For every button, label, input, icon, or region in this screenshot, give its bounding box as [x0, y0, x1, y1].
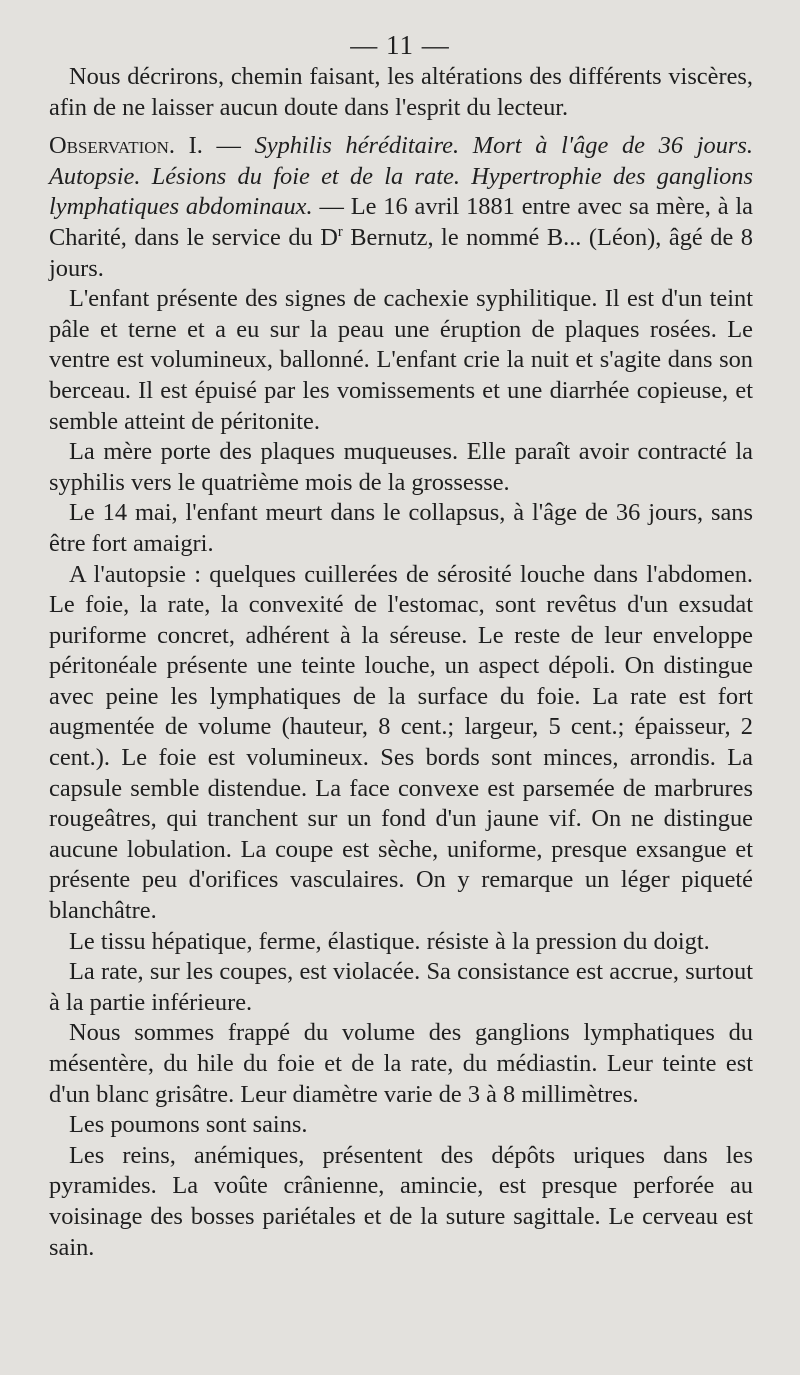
paragraph-rate: La rate, sur les coupes, est violacée. Sa consistance est accrue, surtout à la partie inférieure. [49, 958, 753, 1016]
intro-paragraph: Nous décrirons, chemin faisant, les altérations des différents viscères, afin de ne laisser aucun doute dans l'esprit du lecteur. [49, 63, 753, 121]
page-number: — 11 — [350, 30, 450, 60]
observation-text-end: Bernutz, le nommé B... (Léon), âgé de 8 jours. [49, 223, 753, 282]
paragraph-deces: Le 14 mai, l'enfant meurt dans le collapsus, à l'âge de 36 jours, sans être fort amaigri. [49, 499, 753, 557]
observation-paragraph [49, 131, 753, 284]
paragraph-mere: La mère porte des plaques muqueuses. Elle paraît avoir contracté la syphilis vers le quatrième mois de la grossesse. [49, 438, 753, 496]
doctor-abbrev-sup: r [337, 223, 343, 240]
observation-title: Syphilis héréditaire. Mort à l'âge de 36 jours. Autopsie. Lésions du foie et de la rate. Hypertrophie des ganglions lymphatiques abdominaux. [49, 132, 753, 221]
paragraph-autopsie: A l'autopsie : quelques cuillerées de sérosité louche dans l'abdomen. Le foie, la rate, la convexité de l'estomac, sont revêtus d'un exsudat puriforme concret, adhérent à la séreuse. Le reste de leur enveloppe péritonéale présente une teinte louche, un aspect dépoli. On distingue avec peine les lymphatiques de la surface du foie. La rate est fort augmentée de volume (hauteur, 8 cent.; largeur, 5 cent.; épaisseur, 2 cent.). Le foie est volumineux. Ses bords sont minces, arrondis. La capsule semble distendue. La face convexe est parsemée de marbrures rougeâtres, qui tranchent sur un fond d'un jaune vif. On ne distingue aucune lobulation. La coupe est sèche, uniforme, presque exsangue et présente peu d'orifices vasculaires. On y remarque un léger piqueté blanchâtre. [49, 560, 753, 925]
body-text [49, 62, 753, 1263]
observation-dash: — [202, 132, 255, 160]
paragraph-ganglions: Nous sommes frappé du volume des ganglions lymphatiques du mésentère, du hile du foie et de la rate, du médiastin. Leur teinte est d'un blanc grisâtre. Leur diamètre varie de 3 à 8 millimètres. [49, 1019, 753, 1108]
paragraph-poumons: Les poumons sont sains. [69, 1111, 308, 1139]
paragraph-tissu-hepatique: Le tissu hépatique, ferme, élastique. résiste à la pression du doigt. [69, 927, 710, 955]
paragraph-reins: Les reins, anémiques, présentent des dépôts uriques dans les pyramides. La voûte crânienne, amincie, est presque perforée au voisinage des bosses pariétales et de la suture sagittale. Le cerveau est sain. [49, 1141, 753, 1261]
paragraph-cachexie: L'enfant présente des signes de cachexie syphilitique. Il est d'un teint pâle et terne et a eu sur la peau une éruption de plaques rosées. Le ventre est volumineux, ballonné. L'enfant crie la nuit et s'agite dans son berceau. Il est épuisé par les vomissements et une diarrhée copieuse, et semble atteint de péritonite. [49, 285, 753, 435]
observation-text: — Le 16 avril 1881 entre avec sa mère, à la Charité, dans le service du D [49, 193, 753, 251]
observation-label: Observation. I. [49, 132, 203, 160]
